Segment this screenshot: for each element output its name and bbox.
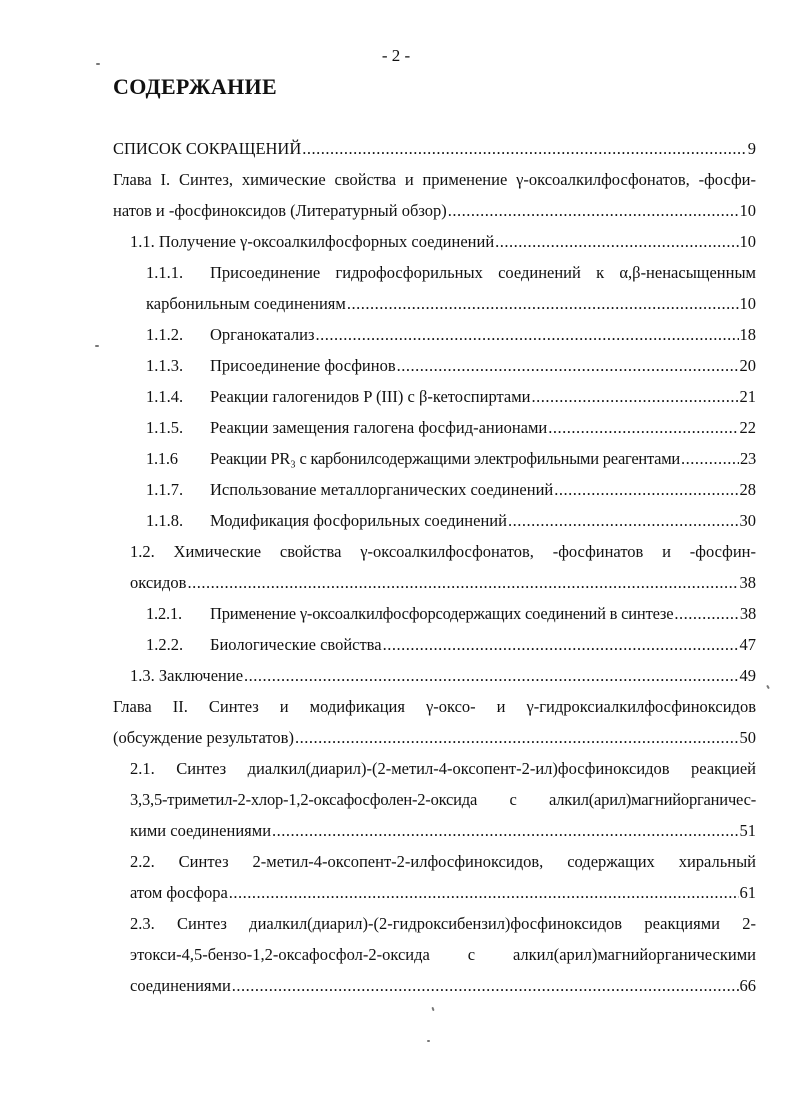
toc-page-number: 28: [739, 480, 756, 499]
toc-entry-1-1-1[interactable]: [146, 260, 756, 286]
toc-entry-chapter-2-cont[interactable]: [113, 725, 756, 751]
toc-entry-1-2[interactable]: 1.2. Химические свойства γ-оксоалкилфосфонатов, -фосфинатов и -фосфин-: [130, 542, 756, 561]
toc-entry-text: кими соединениями: [130, 821, 272, 840]
toc-page-number: 30: [739, 511, 756, 530]
toc-page-number: 22: [739, 418, 756, 437]
toc-entry-text: Использование металлорганических соединений: [210, 480, 554, 499]
toc-entry-number: 1.1.1.: [146, 263, 184, 282]
toc-entry-1-1-1-cont[interactable]: [146, 291, 756, 317]
toc-entry-text: Применение γ-оксоалкилфосфорсодержащих соединений в синтезе: [210, 604, 674, 623]
toc-entry-text: Биологические свойства: [210, 635, 382, 654]
toc-entry-2-1-cont[interactable]: 3,3,5-триметил-2-хлор-1,2-оксафосфолен-2-оксида с алкил(арил)магнийорганичес-: [130, 790, 756, 809]
leader-dots: [244, 663, 738, 689]
leader-dots: [187, 570, 738, 596]
toc-page-number: 47: [739, 635, 756, 654]
page-number: - 2 -: [381, 46, 411, 65]
toc-entry-number: 1.2.1.: [146, 604, 182, 623]
leader-dots: [383, 632, 739, 658]
toc-entry-1-1-7[interactable]: [146, 477, 756, 503]
toc-page-number: 21: [739, 387, 756, 406]
scan-speck: [431, 1007, 434, 1011]
leader-dots: [315, 322, 738, 348]
toc-entry-text: Модификация фосфорильных соединений: [210, 511, 507, 530]
toc-page-number: 9: [747, 139, 756, 158]
toc-entry-text: натов и -фосфиноксидов (Литературный обзор): [113, 201, 447, 220]
leader-dots: [508, 508, 739, 534]
toc-page-number: 50: [739, 728, 756, 747]
toc-entry-2-2[interactable]: 2.2. Синтез 2-метил-4-оксопент-2-илфосфиноксидов, содержащих хиральный: [130, 852, 756, 871]
toc-page-number: 20: [739, 356, 756, 375]
toc-page-number: 66: [739, 976, 756, 995]
toc-entry-number: 1.1.7.: [146, 480, 184, 499]
toc-page-number: 23: [740, 449, 756, 468]
toc-entry-text: Органокатализ: [210, 325, 315, 344]
leader-dots: [232, 973, 739, 999]
toc-entry-1-2-2[interactable]: [146, 632, 756, 658]
toc-entry-text: Реакции замещения галогена фосфид-анионами: [210, 418, 548, 437]
toc-entry-1-1-3[interactable]: [146, 353, 756, 379]
leader-dots: [397, 353, 739, 379]
toc-entry-text: карбонильным соединениям: [146, 294, 346, 313]
toc-entry-1-3[interactable]: [130, 663, 756, 689]
toc-entry-2-1-end[interactable]: [130, 818, 756, 844]
toc-entry-text: соединениями: [130, 976, 231, 995]
toc-entry-text: 1.1. Получение γ-оксоалкилфосфорных соединений: [130, 232, 495, 251]
toc-page-number: 18: [739, 325, 756, 344]
toc-entry-1-2-1[interactable]: [146, 601, 756, 627]
toc-entry-1-1-6[interactable]: [146, 446, 756, 472]
toc-entry-2-2-cont[interactable]: [130, 880, 756, 906]
scan-speck: [427, 1040, 430, 1042]
leader-dots: [272, 818, 738, 844]
toc-entry-abbrev[interactable]: [113, 136, 756, 162]
leader-dots: [495, 229, 738, 255]
toc-entry-number: 1.1.8.: [146, 511, 184, 530]
toc-entry-chapter-2[interactable]: Глава II. Синтез и модификация γ-оксо- и γ-гидроксиалкилфосфиноксидов: [113, 697, 756, 716]
toc-page-number: 61: [739, 883, 756, 902]
toc-entry-chapter-1-cont[interactable]: [113, 198, 756, 224]
toc-entry-1-1-8[interactable]: [146, 508, 756, 534]
leader-dots: [554, 477, 738, 503]
scan-speck: [766, 685, 770, 689]
toc-entry-text: (обсуждение результатов): [113, 728, 294, 747]
toc-entry-text: Реакции галогенидов P (III) с β-кетоспиртами: [210, 387, 531, 406]
toc-entry-1-1-4[interactable]: [146, 384, 756, 410]
leader-dots: [302, 136, 746, 162]
toc-entry-1-1[interactable]: [130, 229, 756, 255]
toc-entry-1-1-2[interactable]: [146, 322, 756, 348]
toc-page-number: 38: [739, 573, 756, 592]
toc-entry-text: оксидов: [130, 573, 187, 592]
page-title: СОДЕРЖАНИЕ: [113, 74, 277, 99]
toc-entry-text: Присоединение гидрофосфорильных соединений к α,β-ненасыщенным: [210, 263, 756, 282]
toc-entry-number: 1.1.3.: [146, 356, 184, 375]
toc-page-number: 10: [739, 294, 756, 313]
toc-entry-2-3-cont[interactable]: этокси-4,5-бензо-1,2-оксафосфол-2-оксида с алкил(арил)магнийорганическими: [130, 945, 756, 964]
toc-page-number: 10: [739, 232, 756, 251]
scan-speck: [95, 345, 99, 347]
toc-entry-text: Реакции PR₃ с карбонилсодержащими электрофильными реагентами: [210, 449, 681, 468]
toc-entry-1-1-5[interactable]: [146, 415, 756, 441]
leader-dots: [229, 880, 739, 906]
leader-dots: [674, 601, 739, 627]
toc-entry-2-1[interactable]: 2.1. Синтез диалкил(диарил)-(2-метил-4-оксопент-2-ил)фосфиноксидов реакцией: [130, 759, 756, 778]
leader-dots: [681, 446, 739, 472]
toc-entry-text: атом фосфора: [130, 883, 228, 902]
toc-entry-number: 1.1.4.: [146, 387, 184, 406]
leader-dots: [532, 384, 739, 410]
toc-entry-1-2-cont[interactable]: [130, 570, 756, 596]
toc-entry-text: 1.3. Заключение: [130, 666, 244, 685]
leader-dots: [347, 291, 739, 317]
toc-page-number: 51: [739, 821, 756, 840]
toc-page-number: 10: [739, 201, 756, 220]
toc-entry-text: Присоединение фосфинов: [210, 356, 396, 375]
toc-page-number: 38: [739, 604, 756, 623]
leader-dots: [548, 415, 738, 441]
toc-entry-number: 1.1.6: [146, 449, 178, 468]
toc-page-number: 49: [739, 666, 756, 685]
toc-entry-2-3-end[interactable]: [130, 973, 756, 999]
toc-entry-2-3[interactable]: 2.3. Синтез диалкил(диарил)-(2-гидроксибензил)фосфиноксидов реакциями 2-: [130, 914, 756, 933]
toc-entry-number: 1.1.2.: [146, 325, 184, 344]
toc-entry-number: 1.1.5.: [146, 418, 184, 437]
leader-dots: [295, 725, 739, 751]
toc-entry-chapter-1[interactable]: Глава I. Синтез, химические свойства и применение γ-оксоалкилфосфонатов, -фосфи-: [113, 170, 756, 189]
toc-entry-text: СПИСОК СОКРАЩЕНИЙ: [113, 139, 302, 158]
scan-speck: [96, 63, 100, 65]
leader-dots: [448, 198, 739, 224]
toc-entry-number: 1.2.2.: [146, 635, 184, 654]
